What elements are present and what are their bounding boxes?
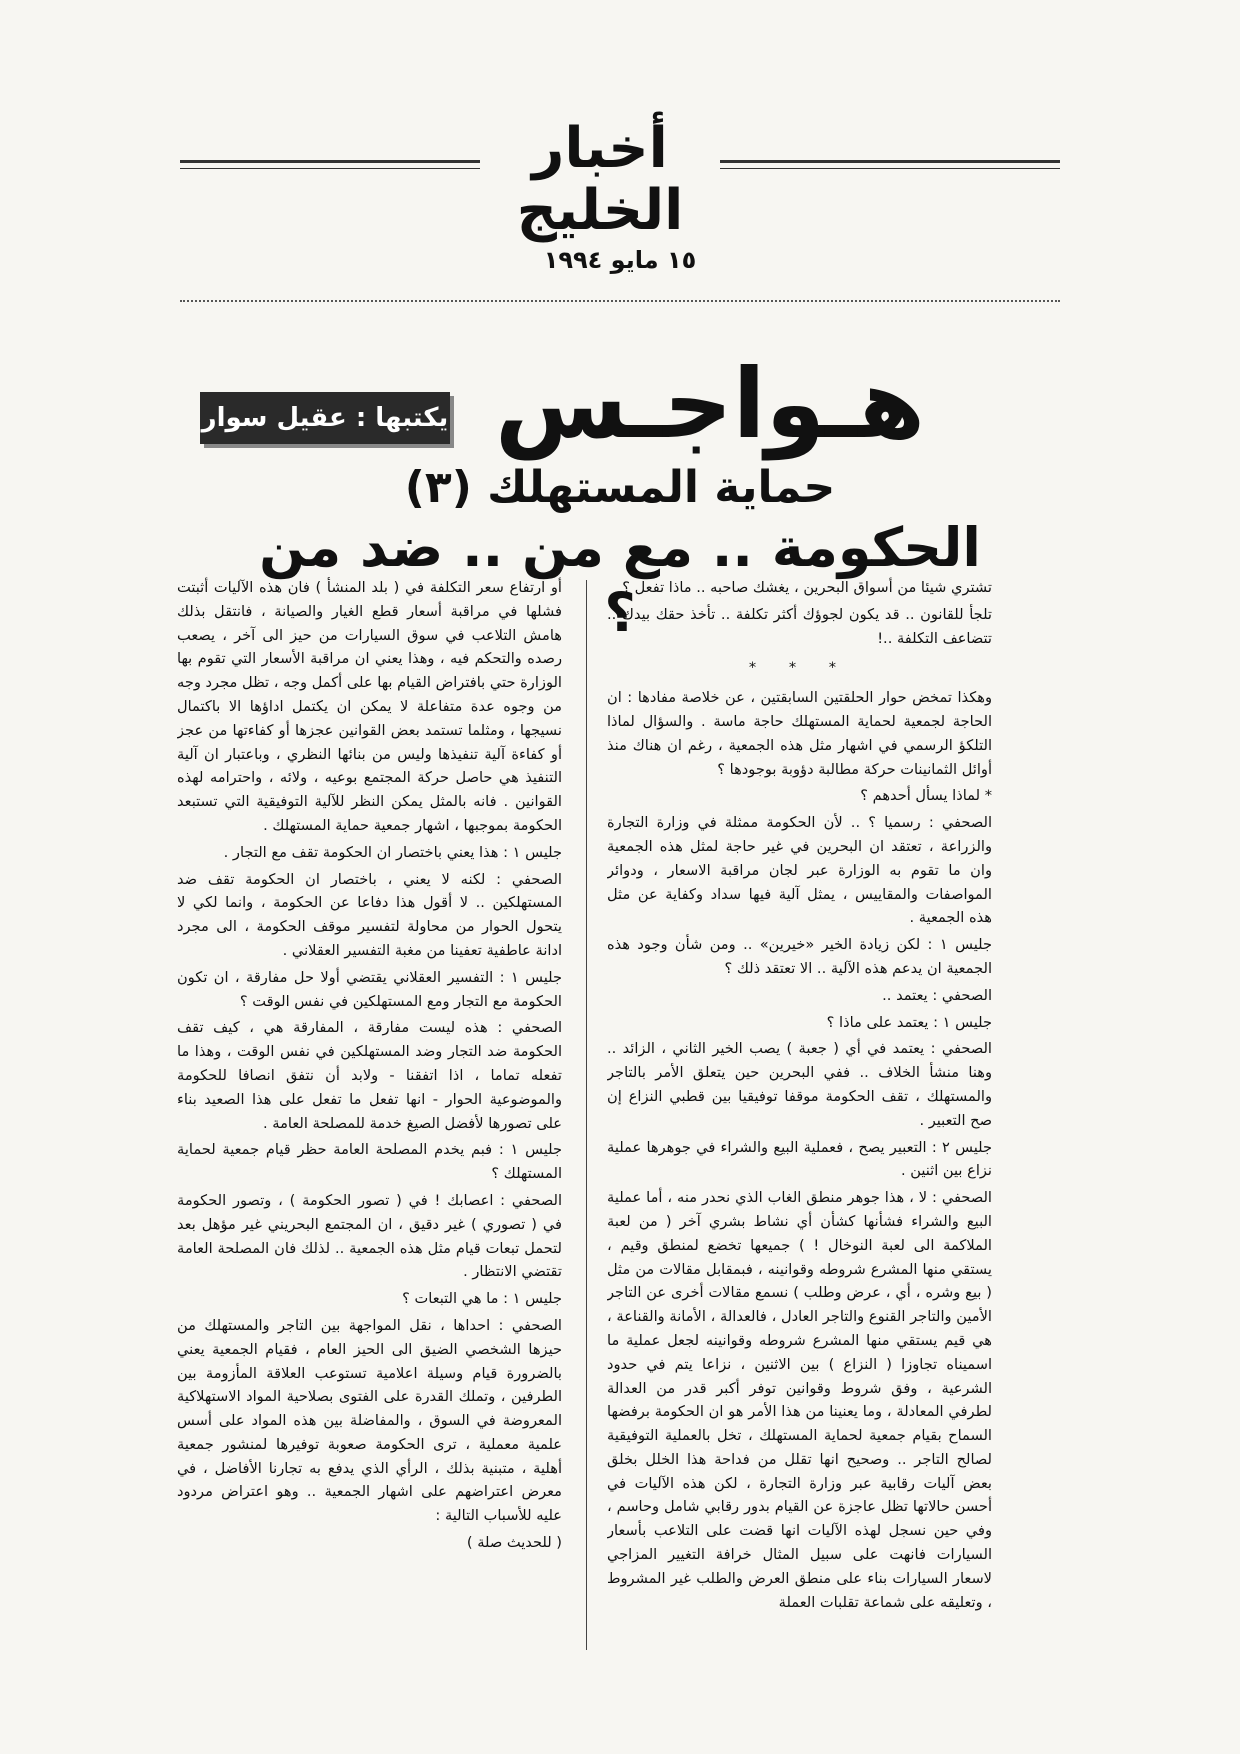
article-paragraph: الصحفي : هذه ليست مفارقة ، المفارقة هي ، كيف تقف الحكومة ضد التجار وضد المستهلكين في نفس الوقت ، وهذا ما تفعله تماما ، اذا اتفقنا - ولابد أن نتفق انصافا للحكومة والموضوعية الحوار - انها تفعل ما تفعل على هذا الصعيد بناء على تصورها لأفضل الصيغ خدمة للمصلحة العامة . <box>177 1019 562 1132</box>
article-paragraph: جليس ١ : التفسير العقلاني يقتضي أولا حل مفارقة ، ان تكون الحكومة مع التجار ومع المستهلكين في نفس الوقت ؟ <box>177 968 562 1010</box>
masthead-rule-left-thin <box>180 168 480 169</box>
article-paragraph: تشتري شيئا من أسواق البحرين ، يغشك صاحبه .. ماذا تفعل ؟ <box>622 579 992 596</box>
column-title: هـواجـس <box>494 348 926 460</box>
article-paragraph: * * * <box>748 659 851 677</box>
article-paragraph: جليس ١ : ما هي التبعات ؟ <box>402 1290 562 1308</box>
article-paragraph: جليس ١ : هذا يعني باختصار ان الحكومة تقف مع التجار . <box>223 843 562 861</box>
article-paragraph: ( للحديث صلة ) <box>466 1534 562 1552</box>
newspaper-logo: أخبار الخليج <box>516 116 684 243</box>
article-paragraph: جليس ١ : يعتمد على ماذا ؟ <box>826 1013 992 1031</box>
article-paragraph: * لماذا يسأل أحدهم ؟ <box>860 787 992 805</box>
article-column-left <box>177 576 562 1656</box>
byline-badge: يكتبها : عقيل سوار <box>200 392 450 444</box>
article-paragraph: الصحفي : يعتمد .. <box>882 986 992 1004</box>
article-paragraph: الصحفي : لا ، هذا جوهر منطق الغاب الذي نحدر منه ، أما عملية البيع والشراء فشأنها كشأن أي نشاط بشري آخر ( من لعبة الملاكمة الى لعبة النوخال ! ) جميعها تخضع لمنطق وقيم ، يستقي منها المشرع شروطه وقوانينه ، فبمقابل مقالات من مثل ( بيع وشره ، أي ، عرض وطلب ) نسمع مقالات أخرى عن التاجر الأمين والتاجر القنوع والتاجر العادل ، فالعدالة ، الأمانة والقناعة ، هي قيم يستقي منها المشرع شروطه وقوانينه لجعل عملية ما اسميناه تجاوزا ( النزاع ) بين الاثنين ، نزاعا يتم في حدود الشرعية ، وفق شروط وقوانين توفر أكبر قدر من العدالة لطرفي المعادلة ، وما يعنينا من هذا الأمر هو ان الحكومة برفضها السماح بقيام جمعية لحماية المستهلك ، تخل بالعملية التوفيقية لصالح التاجر .. وصحيح انها تقلل من فداحة هذا الخلل بخلق بعض آليات رقابية عبر وزارة التجارة ، لكن هذه الآليات في أحسن حالاتها تظل عاجزة عن القيام بدور رقابي شامل وحاسم ، وفي حين نسجل لهذه الآليات انها قضت على التلاعب بأسعار السيارات فانهت على سبيل المثال خرافة التغيير المزاجي لاسعار السيارات بناء على منطق العرض والطلب غير المشروط ، وتعليقه على شماعة تقلبات العملة <box>607 1189 992 1611</box>
headline-primary: حماية المستهلك (٣) <box>404 462 836 513</box>
article-paragraph: الصحفي : احداها ، نقل المواجهة بين التاجر والمستهلك من حيزها الشخصي الضيق الى الحيز العام ، فقيام الجمعية يعني بالضرورة قيام وسيلة اعلامية تستوعب العلاقة المأزومة بين الطرفين ، وتملك القدرة على الفتوى بصلاحية المواد الاستهلاكية المعروضة في السوق ، والمفاضلة بين هذه المواد على أسس علمية معملية ، ترى الحكومة صعوبة توفيرها لمنشور جمعية أهلية ، متبنية بذلك ، الرأي الذي يدفع به تجارنا الأفاضل ، في معرض اعتراضهم على اشهار الجمعية .. وهو اعتراض مردود عليه للأسباب التالية : <box>177 1316 562 1525</box>
article-paragraph: جليس ١ : لكن زيادة الخير «خيرين» .. ومن شأن وجود هذه الجمعية ان يدعم هذه الآلية .. الا تعتقد ذلك ؟ <box>607 936 992 977</box>
article-paragraph: جليس ٢ : التعبير يصح ، فعملية البيع والشراء في جوهرها عملية نزاع بين اثنين . <box>607 1138 992 1180</box>
masthead-rule-left <box>180 160 480 163</box>
article-paragraph: الصحفي : يعتمد في أي ( جعبة ) يصب الخير الثاني ، الزائد .. وهنا منشأ الخلاف .. ففي البحرين حين يتعلق الأمر بالتاجر والمستهلك ، تقف الحكومة موقفا توفيقيا بين قطبي النزاع إن صح التعبير . <box>607 1040 992 1129</box>
article-paragraph: الصحفي : رسميا ؟ .. لأن الحكومة ممثلة في وزارة التجارة والزراعة ، تعتقد ان البحرين في غير حاجة لمثل هذه الجمعية وان ما تقوم به الوزارة عبر لجان مراقبة الاسعار ، ودوائر المواصفات والمقاييس ، يمثل آلية فيها سداد وكفاية عن مثل هذه الجمعية . <box>607 814 992 927</box>
column-divider <box>586 580 587 1650</box>
article-paragraph: أو ارتفاع سعر التكلفة في ( بلد المنشأ ) فان هذه الآليات أثبتت فشلها في مراقبة أسعار قطع الغيار والصيانة ، فانتقل بذلك هامش التلاعب في سوق السيارات من حيز الى آخر ، يصعب رصده والتحكم فيه ، وهذا يعني ان مراقبة الأسعار التي تقوم بها الوزارة حتي بافتراض القيام بها على أكمل وجه ، تظل مجرد وجه من وجوه عدة متفاعلة لا يمكن ان يكتمل اداؤها الا باكتمال نسيجها ، ومثلما تستمد بعض القوانين عجزها أو كفاءتها من عجز أو كفاءة آلية تنفيذها وليس من بنائها النظري ، وباعتبار ان آلية التنفيذ هي حاصل حركة المجتمع بوعيه ، ولائه ، واحترامه لهذه القوانين . فانه بالمثل يمكن النظر للآلية التوفيقية التي تستبعد الحكومة بموجبها ، اشهار جمعية حماية المستهلك . <box>177 579 562 834</box>
article-paragraph: وهكذا تمخض حوار الحلقتين السابقتين ، عن خلاصة مفادها : ان الحاجة لجمعية لحماية المستهلك حاجة ماسة . والسؤال لماذا التلكؤ الرسمي في اشهار مثل هذه الجمعية ، رغم ان هناك منذ أوائل الثمانينات حركة مطالبة دؤوبة بوجودها ؟ <box>607 689 992 778</box>
dotted-divider <box>180 300 1060 302</box>
article-paragraph: الصحفي : اعصابك ! في ( تصور الحكومة ) ، وتصور الحكومة في ( تصوري ) غير دقيق ، ان المجتمع البحريني غير مؤهل بعد لتحمل تبعات قيام مثل هذه الجمعية .. لذلك فان المصلحة العامة تقتضي الانتظار . <box>177 1191 562 1281</box>
article-paragraph: تلجأ للقانون .. قد يكون لجوؤك أكثر تكلفة .. تأخذ حقك بيدك .. تتضاعف التكلفة ..! <box>607 605 992 647</box>
headline-secondary: الحكومة .. مع من .. ضد من ؟ <box>259 516 981 644</box>
article-paragraph: جليس ١ : فبم يخدم المصلحة العامة حظر قيام جمعية لحماية المستهلك ؟ <box>177 1141 562 1183</box>
masthead-rule-right-thin <box>720 168 1060 169</box>
article-paragraph: الصحفي : لكنه لا يعني ، باختصار ان الحكومة تقف ضد المستهلكين .. لا أقول هذا دفاعا عن الحكومة ، وانما لكي لا يتحول الحوار من محاولة لتفسير موقف الحكومة ، الى مجرد ادانة عاطفية تعفينا من مغبة التفسير العقلاني . <box>177 870 562 959</box>
masthead-rule-right <box>720 160 1060 163</box>
issue-date: ١٥ مايو ١٩٩٤ <box>543 246 697 274</box>
article-column-right <box>607 576 992 1656</box>
